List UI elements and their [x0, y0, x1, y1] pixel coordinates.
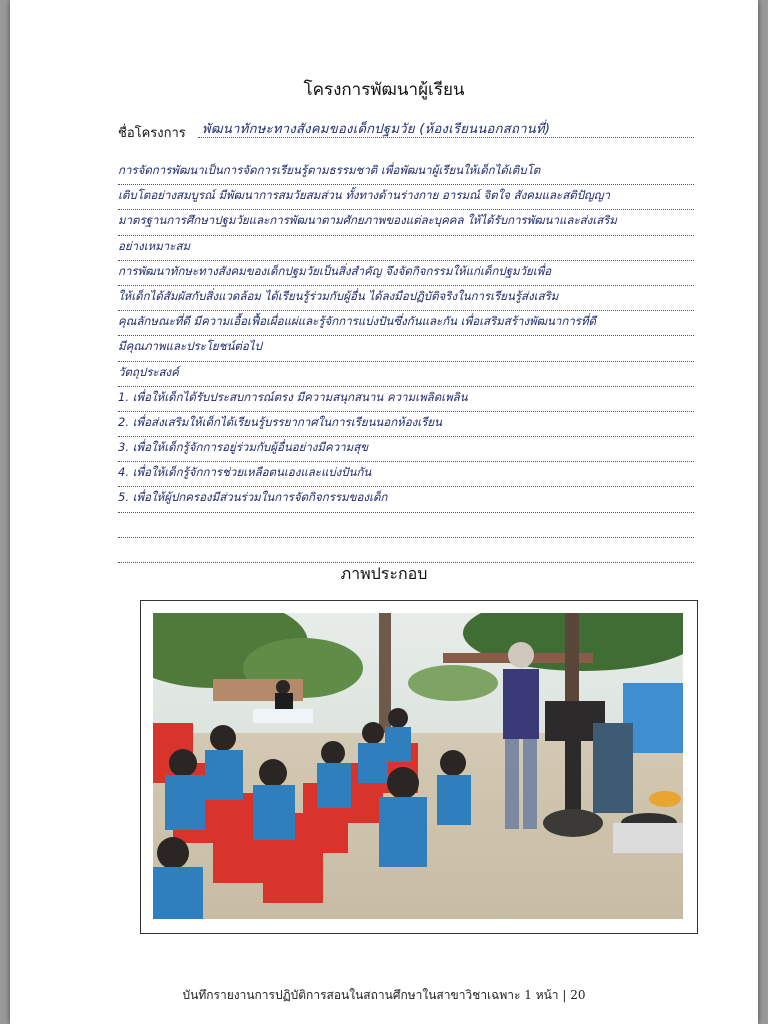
handwritten-line	[118, 513, 694, 538]
handwritten-line	[118, 462, 694, 487]
handwritten-line	[118, 286, 694, 311]
handwritten-line	[118, 210, 694, 235]
handwritten-line-text: 2. เพื่อส่งเสริมให้เด็กได้เรียนรู้บรรยากาศในการเรียนนอกห้องเรียน	[118, 414, 442, 429]
project-label: ชื่อโครงการ	[118, 126, 186, 141]
page-title: โครงการพัฒนาผู้เรียน	[303, 80, 465, 100]
handwritten-line-text: วัตถุประสงค์	[118, 364, 179, 379]
photo-section-title: ภาพประกอบ	[340, 564, 428, 583]
handwritten-line-text: คุณลักษณะที่ดี มีความเอื้อเฟื้อเผื่อแผ่และรู้จักการแบ่งปันซึ่งกันและกัน เพื่อเสริมสร้างพัฒนาการที่ดี	[118, 314, 597, 329]
handwritten-line-text: การพัฒนาทักษะทางสังคมของเด็กปฐมวัยเป็นสิ่งสำคัญ จึงจัดกิจกรรมให้แก่เด็กปฐมวัยเพื่อ	[118, 263, 552, 278]
handwritten-line-text: อย่างเหมาะสม	[118, 238, 191, 253]
project-name-row	[118, 118, 694, 142]
handwritten-line	[118, 362, 694, 387]
handwritten-line-text: การจัดการพัฒนาเป็นการจัดการเรียนรู้ตามธรรมชาติ เพื่อพัฒนาผู้เรียนให้เด็กได้เติบโต	[118, 163, 541, 177]
activity-photo	[153, 613, 683, 919]
handwritten-line	[118, 412, 694, 437]
handwritten-line-text: เติบโตอย่างสมบูรณ์ มีพัฒนาการสมวัยสมส่วน ทั้งทางด้านร่างกาย อารมณ์ จิตใจ สังคมและสติปัญญา	[118, 188, 611, 203]
handwritten-line-text: 3. เพื่อให้เด็กรู้จักการอยู่ร่วมกับผู้อื่นอย่างมีความสุข	[118, 440, 369, 455]
activity-photo-illustration	[153, 613, 683, 919]
handwritten-line	[118, 387, 694, 412]
project-name-handwritten: พัฒนาทักษะทางสังคมของเด็กปฐมวัย (ห้องเรียนนอกสถานที่)	[202, 122, 551, 137]
document-page	[10, 0, 758, 1024]
handwritten-line-text: 4. เพื่อให้เด็กรู้จักการช่วยเหลือตนเองและแบ่งปันกัน	[118, 465, 372, 480]
handwritten-line	[118, 311, 694, 336]
handwritten-line	[118, 336, 694, 361]
handwritten-line-text: มาตรฐานการศึกษาปฐมวัยและการพัฒนาตามศักยภาพของแต่ละบุคคล ให้ได้รับการพัฒนาและส่งเสริม	[118, 213, 617, 228]
handwritten-line-text: มีคุณภาพและประโยชน์ต่อไป	[118, 339, 262, 354]
handwritten-line	[118, 487, 694, 512]
handwritten-line	[118, 437, 694, 462]
page-footer: บันทึกรายงานการปฏิบัติการสอนในสถานศึกษาในสาขาวิชาเฉพาะ 1 หน้า | 20	[182, 988, 586, 1002]
photo-frame	[140, 600, 698, 934]
handwritten-line-text: 5. เพื่อให้ผู้ปกครองมีส่วนร่วมในการจัดกิจกรรมของเด็ก	[118, 490, 388, 505]
handwritten-line	[118, 160, 694, 185]
handwritten-line	[118, 538, 694, 563]
handwritten-body	[118, 160, 694, 563]
handwritten-line-text: ให้เด็กได้สัมผัสกับสิ่งแวดล้อม ได้เรียนรู้ร่วมกับผู้อื่น ได้ลงมือปฏิบัติจริงในการเรียนรู้ส่งเสริม	[118, 288, 559, 303]
handwritten-line	[118, 261, 694, 286]
handwritten-line	[118, 236, 694, 261]
handwritten-line	[118, 185, 694, 210]
handwritten-line-text: 1. เพื่อให้เด็กได้รับประสบการณ์ตรง มีความสนุกสนาน ความเพลิดเพลิน	[118, 389, 468, 404]
